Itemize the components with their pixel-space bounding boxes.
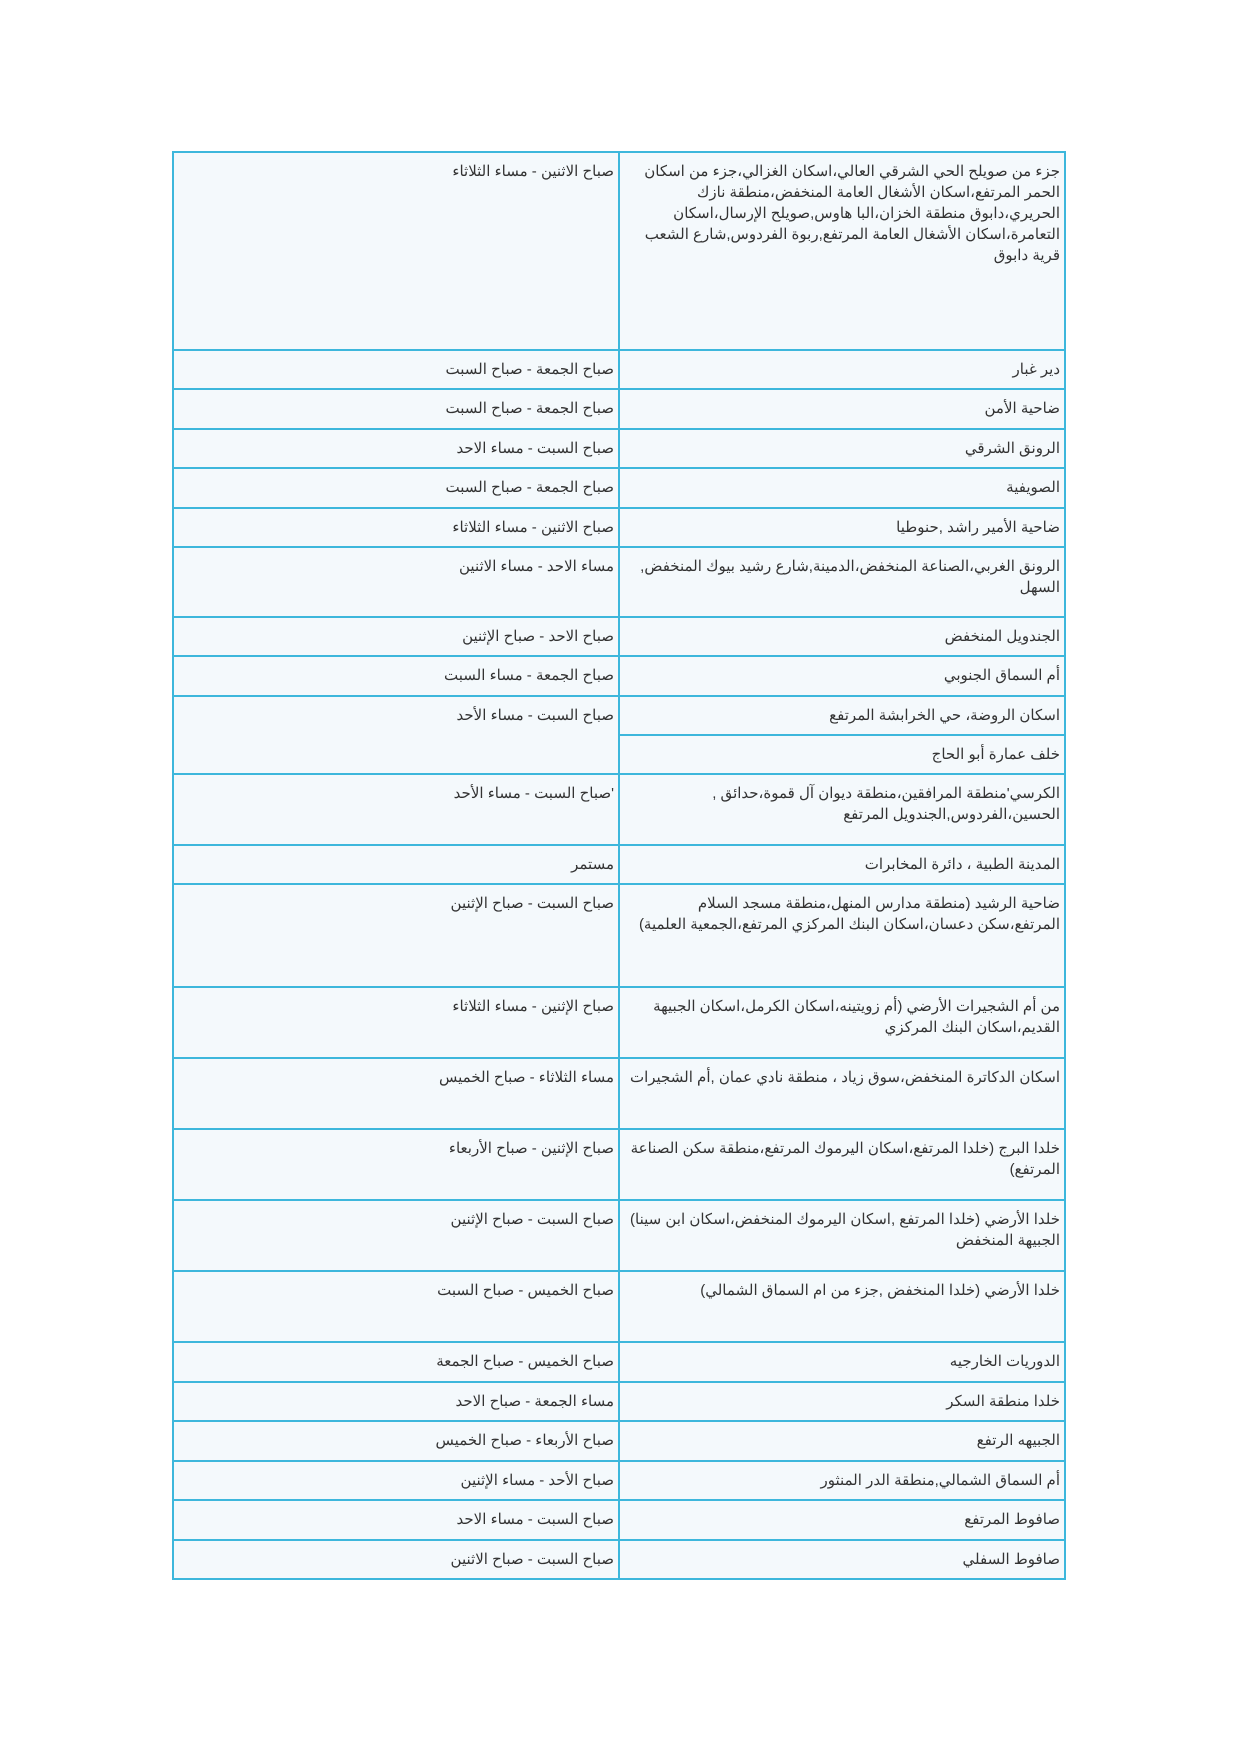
area-cell: الجندويل المنخفض <box>619 617 1065 656</box>
schedule-time-cell: صباح السبت - مساء الاحد <box>173 1500 619 1540</box>
area-cell: دير غبار <box>619 350 1065 389</box>
area-cell: خلدا البرج (خلدا المرتفع،اسكان اليرموك المرتفع،منطقة سكن الصناعة المرتفع) <box>619 1129 1065 1200</box>
table-row <box>173 696 1065 735</box>
table-row <box>173 845 1065 884</box>
area-cell: ضاحية الرشيد (منطقة مدارس المنهل،منطقة مسجد السلام المرتفع،سكن دعسان،اسكان البنك المركزي المرتفع،الجمعية العلمية) <box>619 884 1065 987</box>
schedule-time-cell: صباح الجمعة - صباح السبت <box>173 389 619 429</box>
area-cell: خلف عمارة أبو الحاج <box>619 735 1065 774</box>
area-cell: الجبيهه الرتفع <box>619 1421 1065 1461</box>
area-cell: ضاحية الأمير راشد ,حنوطيا <box>619 508 1065 547</box>
schedule-time-cell: صباح الإثنين - مساء الثلاثاء <box>173 987 619 1058</box>
schedule-time-cell: صباح الاحد - صباح الإثنين <box>173 617 619 656</box>
table-row <box>173 429 1065 468</box>
table-row <box>173 389 1065 429</box>
area-cell: اسكان الدكاترة المنخفض،سوق زياد ، منطقة نادي عمان ,أم الشجيرات <box>619 1058 1065 1129</box>
table-row <box>173 350 1065 389</box>
area-cell: الرونق الشرقي <box>619 429 1065 468</box>
area-cell: خلدا الأرضي (خلدا المنخفض ,جزء من ام السماق الشمالي) <box>619 1271 1065 1342</box>
area-cell: المدينة الطبية ، دائرة المخابرات <box>619 845 1065 884</box>
schedule-time-cell: صباح الخميس - صباح الجمعة <box>173 1342 619 1382</box>
area-cell: أم السماق الشمالي,منطقة الدر المنثور <box>619 1461 1065 1500</box>
schedule-time-cell: صباح الخميس - صباح السبت <box>173 1271 619 1342</box>
table-row <box>173 1342 1065 1382</box>
area-cell: خلدا منطقة السكر <box>619 1382 1065 1421</box>
schedule-time-cell: صباح الإثنين - صباح الأربعاء <box>173 1129 619 1200</box>
table-row <box>173 1421 1065 1461</box>
schedule-time-cell: صباح السبت - صباح الإثنين <box>173 1200 619 1271</box>
schedule-time-cell: صباح الاثنين - مساء الثلاثاء <box>173 508 619 547</box>
table-row <box>173 468 1065 508</box>
area-cell: صافوط السفلي <box>619 1540 1065 1579</box>
area-cell: الرونق الغربي،الصناعة المنخفض،الدمينة,شارع رشيد بيوك المنخفض, السهل <box>619 547 1065 617</box>
schedule-time-cell: صباح الاثنين - مساء الثلاثاء <box>173 152 619 350</box>
area-cell: صافوط المرتفع <box>619 1500 1065 1540</box>
table-row <box>173 547 1065 617</box>
schedule-time-cell: صباح الجمعة - صباح السبت <box>173 468 619 508</box>
schedule-time-cell: مساء الجمعة - صباح الاحد <box>173 1382 619 1421</box>
schedule-time-cell: مساء الاحد - مساء الاثنين <box>173 547 619 617</box>
table-row <box>173 1540 1065 1579</box>
area-cell: اسكان الروضة، حي الخرابشة المرتفع <box>619 696 1065 735</box>
schedule-time-cell: صباح السبت - صباح الاثنين <box>173 1540 619 1579</box>
table-row <box>173 1382 1065 1421</box>
table-row <box>173 1500 1065 1540</box>
table-row <box>173 1271 1065 1342</box>
table-row <box>173 1129 1065 1200</box>
schedule-time-cell: صباح السبت - مساء الأحد <box>173 696 619 774</box>
schedule-time-cell: صباح الجمعة - صباح السبت <box>173 350 619 389</box>
area-cell: أم السماق الجنوبي <box>619 656 1065 696</box>
area-cell: ضاحية الأمن <box>619 389 1065 429</box>
table-row <box>173 656 1065 696</box>
table-row <box>173 774 1065 845</box>
area-cell: الصويفية <box>619 468 1065 508</box>
area-cell: الكرسي'منطقة المرافقين،منطقة ديوان آل قموة،حدائق , الحسين،الفردوس,الجندويل المرتفع <box>619 774 1065 845</box>
area-cell: من أم الشجيرات الأرضي (أم زويتينه،اسكان الكرمل،اسكان الجبيهة القديم،اسكان البنك المركزي <box>619 987 1065 1058</box>
schedule-table-body <box>173 152 1065 1579</box>
schedule-time-cell: صباح الأحد - مساء الإثنين <box>173 1461 619 1500</box>
table-row <box>173 152 1065 350</box>
table-row <box>173 884 1065 987</box>
table-row <box>173 987 1065 1058</box>
table-row <box>173 508 1065 547</box>
schedule-time-cell: صباح السبت - مساء الاحد <box>173 429 619 468</box>
table-row <box>173 1461 1065 1500</box>
table-row <box>173 617 1065 656</box>
schedule-time-cell: 'صباح السبت - مساء الأحد <box>173 774 619 845</box>
schedule-time-cell: مستمر <box>173 845 619 884</box>
area-cell: الدوريات الخارجيه <box>619 1342 1065 1382</box>
area-cell: خلدا الأرضي (خلدا المرتفع ,اسكان اليرموك المنخفض،اسكان ابن سينا) الجبيهة المنخفض <box>619 1200 1065 1271</box>
schedule-time-cell: مساء الثلاثاء - صباح الخميس <box>173 1058 619 1129</box>
schedule-time-cell: صباح الجمعة - مساء السبت <box>173 656 619 696</box>
area-cell: جزء من صويلح الحي الشرقي العالي،اسكان الغزالي،جزء من اسكان الحمر المرتفع،اسكان الأشغال العامة المنخفض،منطقة نازك الحريري،دابوق منطقة الخزان،البا هاوس,صويلح الإرسال،اسكان التعامرة،اسكان الأشغال العامة المرتفع,ربوة الفردوس,شارع الشعب قرية دابوق <box>619 152 1065 350</box>
schedule-table <box>172 151 1066 1580</box>
table-row <box>173 1058 1065 1129</box>
table-row <box>173 1200 1065 1271</box>
schedule-time-cell: صباح الأربعاء - صباح الخميس <box>173 1421 619 1461</box>
schedule-time-cell: صباح السبت - صباح الإثنين <box>173 884 619 987</box>
